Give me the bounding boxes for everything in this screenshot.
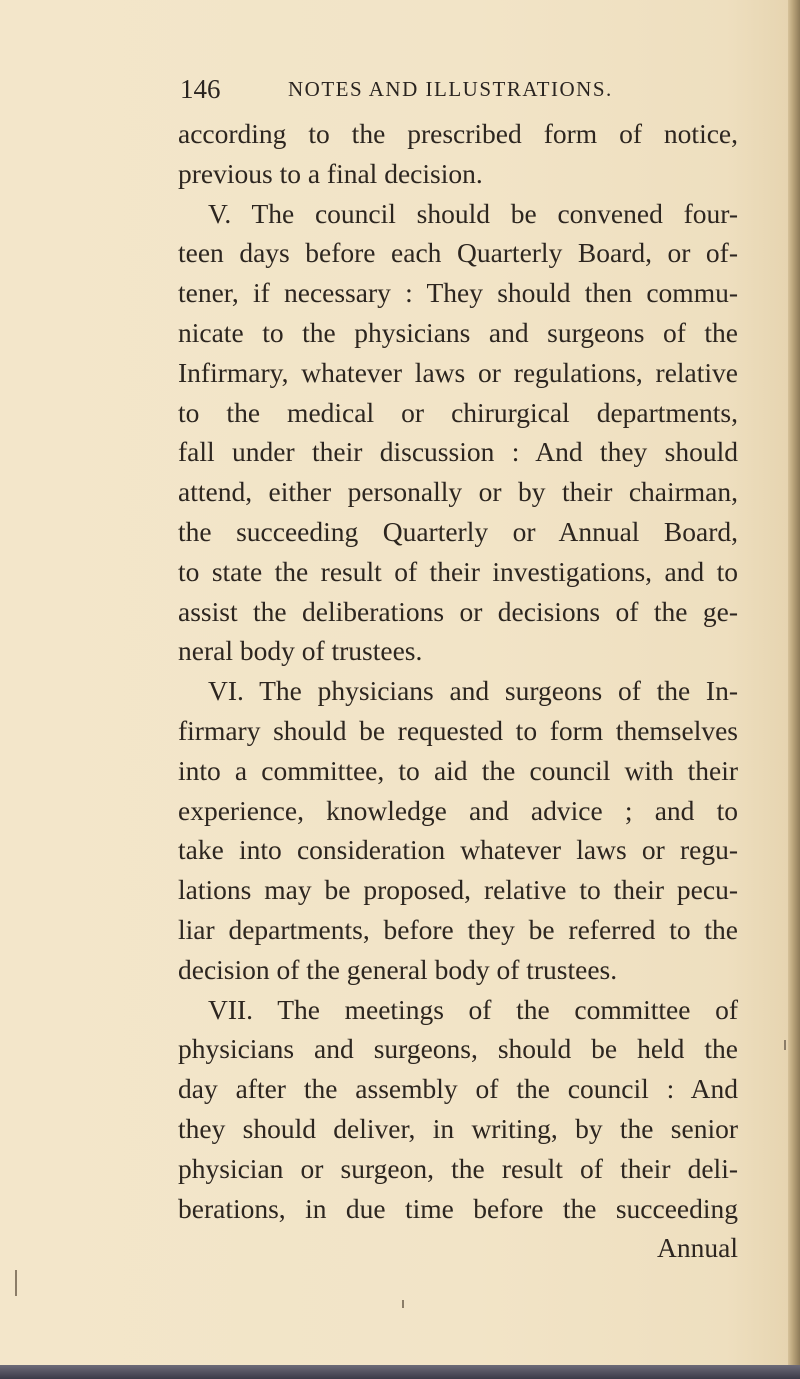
text-line: neral body of trustees. [178,635,423,667]
text-line: experience, knowledge and advice ; and to [178,794,738,826]
page-edge [788,0,800,1379]
text-line: nicate to the physicians and surgeons of the [178,316,738,348]
page-number: 146 [180,74,221,104]
text-line: into a committee, to aid the council with their [178,754,738,786]
text-line: to state the result of their investigations, and to [178,555,738,587]
running-head: NOTES AND ILLUSTRATIONS. [288,77,613,101]
text-line: assist the deliberations or decisions of the ge- [178,595,738,627]
paper-speck [784,1040,786,1050]
text-line: attend, either personally or by their chairman, [178,476,738,508]
text-line: teen days before each Quarterly Board, or of- [178,237,738,269]
text-line: they should deliver, in writing, by the senior [178,1112,738,1144]
text-line: liar departments, before they be referred to the [178,913,738,945]
text-line: physician or surgeon, the result of their deli- [178,1152,738,1184]
text-line: VII. The meetings of the committee of [208,993,738,1025]
page-header [180,74,640,110]
paper-speck [402,1300,404,1308]
text-line: previous to a final decision. [178,157,483,189]
text-line: decision of the general body of trustees. [178,953,618,985]
text-line: lations may be proposed, relative to their pecu- [178,874,738,906]
text-line: take into consideration whatever laws or regu- [178,834,738,866]
text-line: day after the assembly of the council : And [178,1073,738,1105]
text-line: according to the prescribed form of notice, [178,118,738,149]
text-line: firmary should be requested to form themselves [178,714,738,746]
text-line: VI. The physicians and surgeons of the In- [208,675,738,707]
text-line: berations, in due time before the succeeding [178,1192,738,1224]
text-line: to the medical or chirurgical departments, [178,396,738,428]
text-line: physicians and surgeons, should be held the [178,1033,738,1065]
body-text [178,114,738,1268]
text-line: tener, if necessary : They should then commu- [178,277,738,309]
text-line: Infirmary, whatever laws or regulations, relative [178,356,738,388]
text-line: V. The council should be convened four- [208,197,738,229]
text-line: the succeeding Quarterly or Annual Board, [178,515,738,547]
scan-bottom-edge [0,1365,800,1379]
text-line: fall under their discussion : And they should [178,436,738,468]
paper-speck [15,1270,17,1296]
catchword: Annual [657,1232,738,1264]
